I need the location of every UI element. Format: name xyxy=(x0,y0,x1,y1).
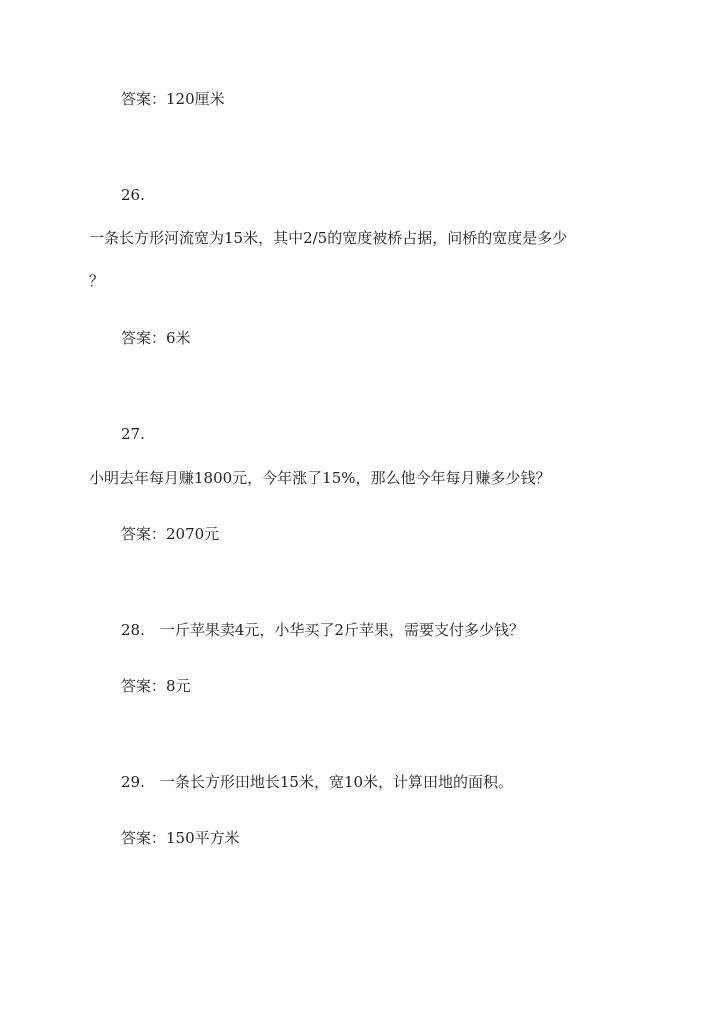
answer-25: 答案：120厘米 xyxy=(121,90,225,108)
question-27-text: 小明去年每月赚1800元，今年涨了15%，那么他今年每月赚多少钱？ xyxy=(89,469,551,487)
answer-26: 答案：6米 xyxy=(121,329,191,347)
answer-28: 答案：8元 xyxy=(121,677,191,695)
answer-29: 答案：150平方米 xyxy=(121,829,240,847)
question-27-number: 27. xyxy=(121,425,145,443)
question-28-text: 28. 一斤苹果卖4元，小华买了2斤苹果，需要支付多少钱？ xyxy=(121,621,524,639)
answer-27: 答案：2070元 xyxy=(121,525,220,543)
question-29-text: 29. 一条长方形田地长15米，宽10米，计算田地的面积。 xyxy=(121,773,514,791)
question-26-number: 26. xyxy=(121,186,145,204)
question-26-text-continuation: ？ xyxy=(89,272,105,290)
question-26-text: 一条长方形河流宽为15米，其中2/5的宽度被桥占据，问桥的宽度是多少 xyxy=(89,229,568,247)
